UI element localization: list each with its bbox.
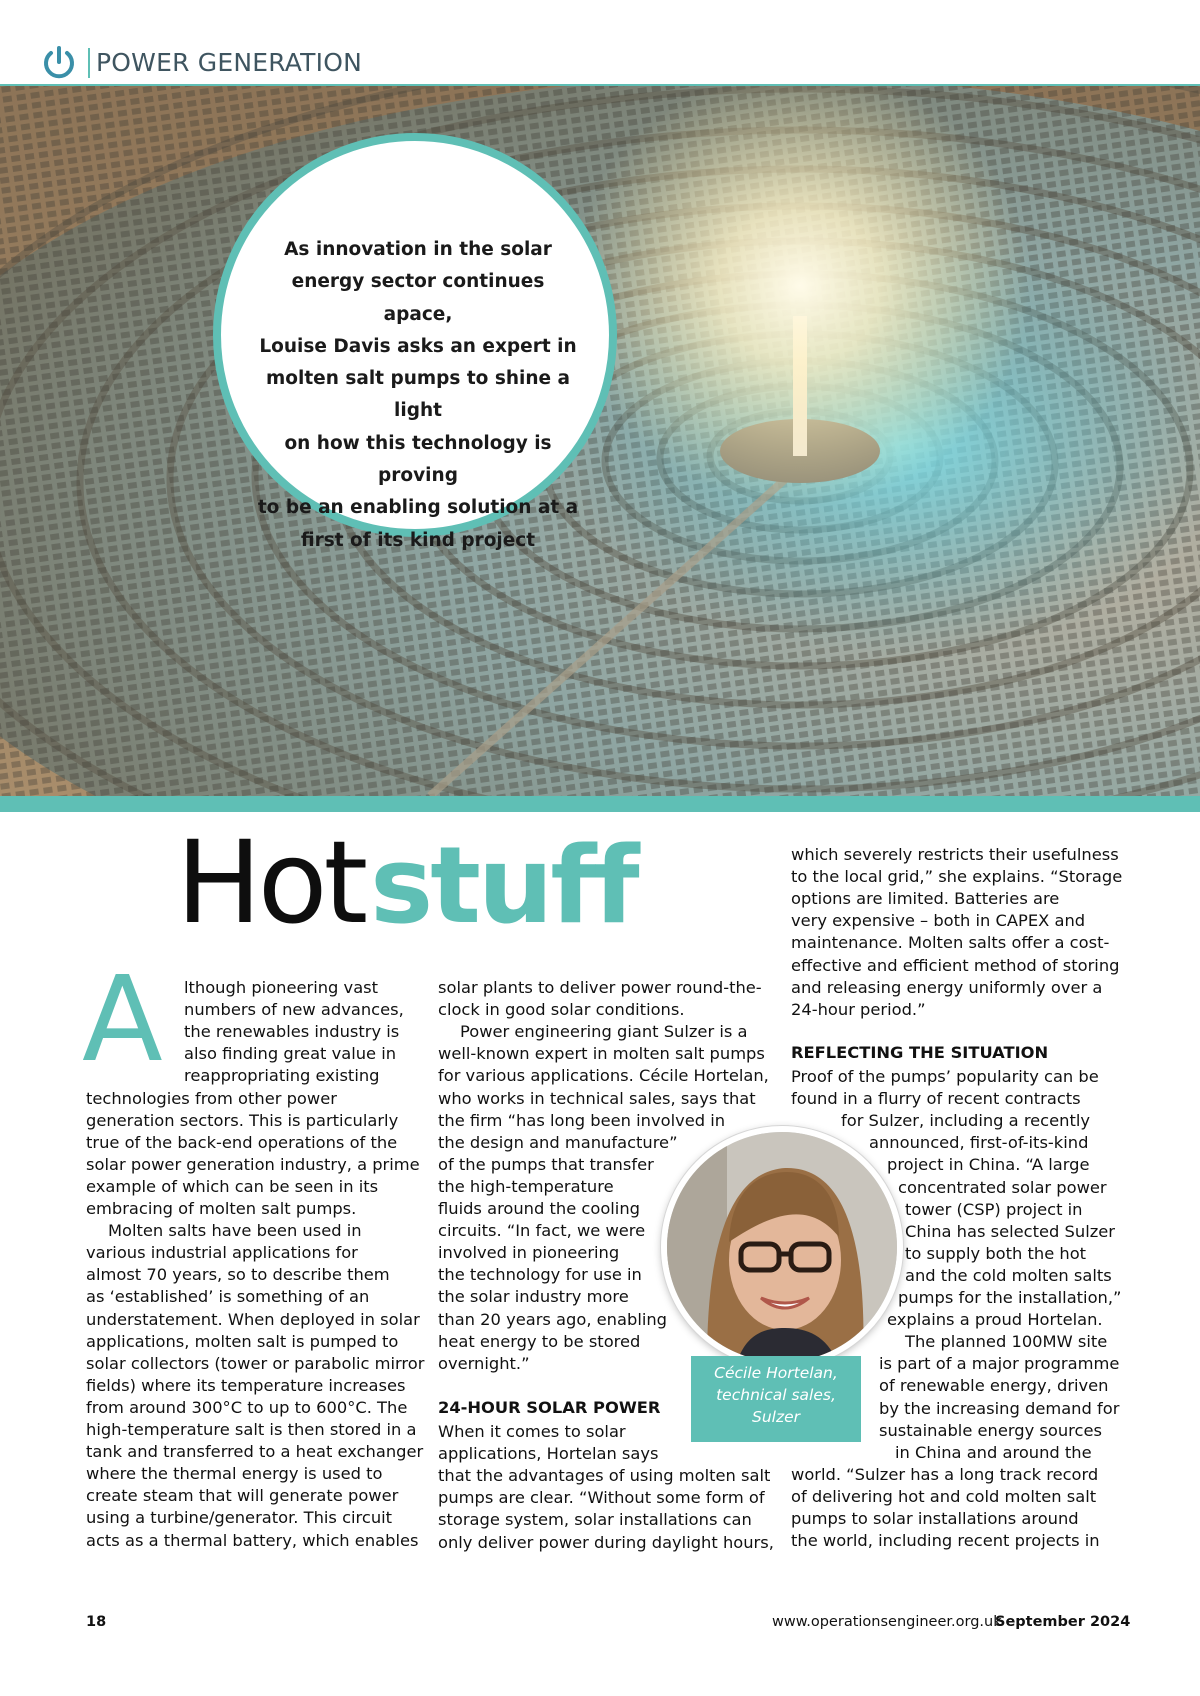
- text-line: very expensive – both in CAPEX and: [791, 911, 1086, 931]
- text-line: and releasing energy uniformly over a: [791, 977, 1103, 997]
- text-line: 24-hour period.”: [791, 999, 926, 1019]
- photo-caption: [691, 1362, 861, 1428]
- text-line: concentrated solar power: [898, 1177, 1107, 1197]
- text-line: from around 300°C to up to 600°C. The: [86, 1397, 408, 1417]
- section-title: POWER GENERATION: [96, 48, 362, 77]
- text-line: heat energy to be stored: [438, 1331, 641, 1351]
- text-line: China has selected Sulzer: [905, 1221, 1115, 1241]
- solar-field-illustration: [0, 86, 1200, 796]
- text-line: applications, molten salt is pumped to: [86, 1331, 399, 1351]
- text-line: the renewables industry is: [184, 1022, 400, 1042]
- text-line: overnight.”: [438, 1353, 530, 1373]
- text-line: who works in technical sales, says that: [438, 1088, 756, 1108]
- text-line: for Sulzer, including a recently: [841, 1111, 1091, 1131]
- text-line: pumps for the installation,”: [898, 1288, 1122, 1307]
- text-line: found in a flurry of recent contracts: [791, 1089, 1081, 1109]
- text-line: where the thermal energy is used to: [86, 1464, 383, 1484]
- text-line: numbers of new advances,: [184, 1000, 404, 1020]
- text-line: pumps are clear. “Without some form of: [438, 1488, 765, 1508]
- hero-accent-band: [0, 796, 1200, 812]
- power-icon: [40, 44, 78, 82]
- text-line: clock in good solar conditions.: [438, 1000, 685, 1020]
- subheading-24-hour-solar-power: 24-HOUR SOLAR POWER: [438, 1398, 661, 1417]
- text-line: technologies from other power: [86, 1088, 337, 1108]
- text-line: applications, Hortelan says: [438, 1444, 659, 1464]
- portrait-illustration: [667, 1132, 897, 1362]
- text-line: is part of a major programme: [879, 1354, 1120, 1374]
- text-line: various industrial applications for: [86, 1243, 358, 1263]
- text-line: the design and manufacture”: [438, 1132, 678, 1152]
- text-line: circuits. “In fact, we were: [438, 1221, 646, 1241]
- text-line: to the local grid,” she explains. “Storage: [791, 867, 1123, 887]
- issue-date: September 2024: [995, 1614, 1131, 1630]
- text-line: acts as a thermal battery, which enables: [86, 1530, 419, 1550]
- standfirst-line: first of its kind project: [300, 529, 536, 551]
- text-line: the technology for use in: [438, 1265, 642, 1285]
- text-line: create steam that will generate power: [86, 1486, 399, 1506]
- website-url[interactable]: www.operationsengineer.org.uk: [772, 1614, 1002, 1630]
- hero-image: [0, 86, 1200, 796]
- text-line: for various applications. Cécile Hortelan,: [438, 1066, 769, 1086]
- text-line: world. “Sulzer has a long track record: [791, 1464, 1099, 1484]
- text-line: solar power generation industry, a prime: [86, 1154, 420, 1174]
- drop-cap: A: [82, 950, 163, 1088]
- text-line: using a turbine/generator. This circuit: [86, 1508, 393, 1528]
- caption-line: technical sales,: [716, 1386, 836, 1404]
- text-line: announced, first-of-its-kind: [869, 1133, 1089, 1153]
- text-line: the solar industry more: [438, 1287, 629, 1307]
- title-part-2: stuff: [370, 824, 637, 947]
- text-line: and the cold molten salts: [905, 1265, 1112, 1285]
- text-line: explains a proud Hortelan.: [887, 1310, 1103, 1330]
- text-line: maintenance. Molten salts offer a cost-: [791, 933, 1110, 953]
- text-line: generation sectors. This is particularly: [86, 1110, 399, 1130]
- text-line: than 20 years ago, enabling: [438, 1309, 668, 1329]
- subheading-reflecting-the-situation: REFLECTING THE SITUATION: [791, 1043, 1049, 1062]
- text-line: by the increasing demand for: [879, 1398, 1120, 1418]
- text-line: of renewable energy, driven: [879, 1376, 1109, 1396]
- text-line: that the advantages of using molten salt: [438, 1466, 771, 1486]
- text-line: in China and around the: [895, 1442, 1092, 1462]
- text-line: effective and efficient method of storing: [791, 955, 1120, 975]
- text-line: Power engineering giant Sulzer is a: [460, 1022, 748, 1042]
- text-line: Proof of the pumps’ popularity can be: [791, 1067, 1099, 1086]
- text-line: understatement. When deployed in solar: [86, 1309, 420, 1329]
- text-line: tank and transferred to a heat exchanger: [86, 1442, 424, 1462]
- standfirst-line: to be an enabling solution at a: [257, 497, 579, 519]
- text-line: only deliver power during daylight hours,: [438, 1532, 774, 1552]
- portrait-photo: [661, 1126, 903, 1368]
- text-line: the high-temperature: [438, 1176, 614, 1196]
- text-line: The planned 100MW site: [905, 1332, 1108, 1352]
- text-line: reappropriating existing: [184, 1066, 380, 1086]
- page-number: 18: [86, 1614, 107, 1630]
- text-line: involved in pioneering: [438, 1243, 620, 1263]
- text-line: solar plants to deliver power round-the-: [438, 978, 762, 997]
- text-line: project in China. “A large: [887, 1155, 1090, 1175]
- text-line: almost 70 years, so to describe them: [86, 1265, 390, 1285]
- text-line: storage system, solar installations can: [438, 1510, 752, 1530]
- text-line: sustainable energy sources: [879, 1420, 1102, 1440]
- text-line: lthough pioneering vast: [184, 978, 379, 997]
- standfirst-line: Louise Davis asks an expert in: [259, 335, 577, 357]
- article-title: [176, 816, 637, 949]
- title-part-1: Hot: [176, 816, 365, 949]
- page-header: [0, 0, 1200, 86]
- text-line: high-temperature salt is then stored in a: [86, 1420, 417, 1439]
- text-line: fields) where its temperature increases: [86, 1375, 406, 1395]
- standfirst-text: [257, 234, 579, 557]
- standfirst-line: on how this technology is proving: [284, 432, 552, 487]
- text-line: the firm “has long been involved in: [438, 1110, 726, 1130]
- text-line: of the pumps that transfer: [438, 1154, 654, 1174]
- text-line: well-known expert in molten salt pumps: [438, 1044, 765, 1064]
- standfirst-line: As innovation in the solar: [284, 239, 552, 260]
- standfirst-line: energy sector continues apace,: [291, 271, 545, 325]
- text-line: as ‘established’ is something of an: [86, 1287, 370, 1307]
- text-line: the world, including recent projects in: [791, 1531, 1100, 1551]
- text-line: also finding great value in: [184, 1044, 397, 1064]
- text-line: example of which can be seen in its: [86, 1176, 379, 1196]
- text-line: fluids around the cooling: [438, 1199, 640, 1218]
- text-line: tower (CSP) project in: [905, 1199, 1083, 1219]
- header-divider: [88, 48, 90, 78]
- text-line: embracing of molten salt pumps.: [86, 1199, 357, 1218]
- text-line: options are limited. Batteries are: [791, 889, 1060, 909]
- caption-line: Cécile Hortelan,: [714, 1364, 838, 1382]
- text-line: of delivering hot and cold molten salt: [791, 1486, 1097, 1506]
- text-line: to supply both the hot: [905, 1243, 1087, 1263]
- text-line: solar collectors (tower or parabolic mirror: [86, 1353, 425, 1373]
- text-line: which severely restricts their usefulness: [791, 845, 1119, 864]
- text-line: pumps to solar installations around: [791, 1509, 1079, 1528]
- text-line: When it comes to solar: [438, 1422, 626, 1441]
- text-line: true of the back-end operations of the: [86, 1132, 398, 1152]
- caption-line: Sulzer: [751, 1408, 800, 1426]
- standfirst-line: molten salt pumps to shine a light: [266, 368, 570, 422]
- text-line: Molten salts have been used in: [108, 1221, 362, 1241]
